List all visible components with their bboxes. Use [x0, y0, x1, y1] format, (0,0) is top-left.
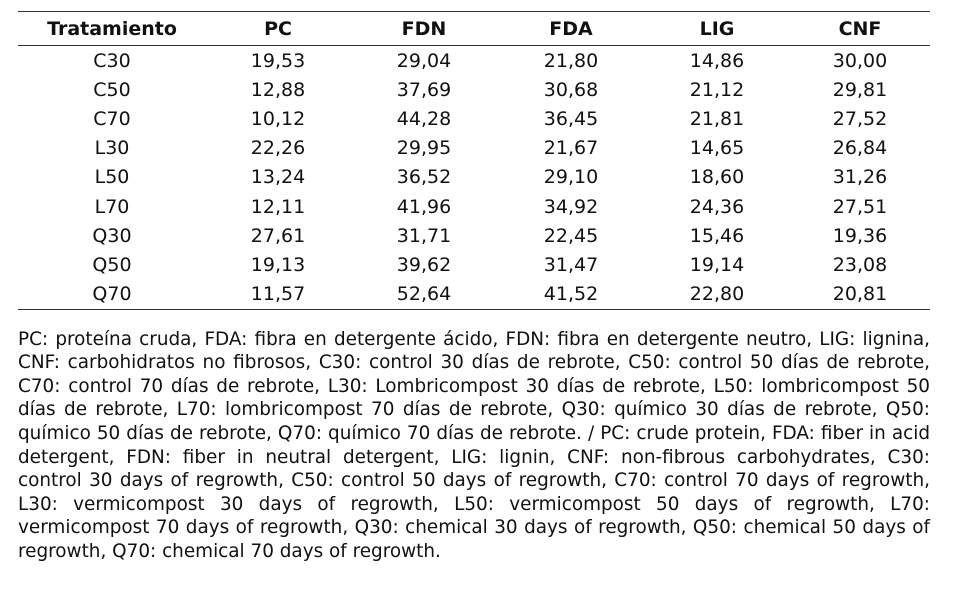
header-lig: LIG	[644, 12, 790, 46]
cell-tratamiento: L30	[94, 137, 130, 160]
document-body	[18, 11, 930, 582]
cell-fda: 34,92	[543, 195, 599, 218]
cell-pc: 27,61	[250, 224, 306, 247]
cell-fda: 21,67	[543, 137, 599, 160]
cell-cnf: 30,00	[832, 49, 888, 72]
cell-cnf: 29,81	[832, 78, 888, 101]
table-row	[18, 221, 930, 250]
cell-fda: 31,47	[543, 253, 599, 276]
cell-pc: 22,26	[250, 137, 306, 160]
cell-cnf: 23,08	[832, 253, 888, 276]
cell-tratamiento: C50	[93, 78, 131, 101]
table-row	[18, 192, 930, 221]
cell-lig: 14,65	[689, 137, 745, 160]
cell-cnf: 27,51	[832, 195, 888, 218]
cell-fdn: 29,04	[396, 49, 452, 72]
cell-fda: 36,45	[543, 107, 599, 130]
cell-pc: 13,24	[250, 166, 306, 189]
cell-tratamiento: Q70	[18, 280, 206, 310]
cell-pc: 12,11	[250, 195, 306, 218]
cell-tratamiento: Q50	[92, 253, 132, 276]
table-row	[18, 134, 930, 163]
table-row	[18, 250, 930, 279]
header-fdn: FDN	[350, 12, 498, 46]
table-header	[18, 12, 930, 46]
composition-table	[18, 11, 930, 310]
cell-fda: 22,45	[543, 224, 599, 247]
header-cnf: CNF	[790, 12, 930, 46]
cell-fdn: 31,71	[396, 224, 452, 247]
cell-fdn: 37,69	[396, 78, 452, 101]
cell-tratamiento: Q30	[92, 224, 132, 247]
cell-fda: 30,68	[543, 78, 599, 101]
cell-tratamiento: C30	[93, 49, 131, 72]
cell-tratamiento: L70	[94, 195, 130, 218]
cell-pc: 12,88	[250, 78, 306, 101]
cell-lig: 19,14	[689, 253, 745, 276]
cell-lig: 21,12	[689, 78, 745, 101]
cell-cnf: 19,36	[832, 224, 888, 247]
cell-pc: 10,12	[250, 107, 306, 130]
cell-tratamiento: L50	[94, 166, 130, 189]
cell-fda: 41,52	[498, 280, 644, 310]
cell-fda: 29,10	[543, 166, 599, 189]
header-fda: FDA	[498, 12, 644, 46]
cell-lig: 15,46	[689, 224, 745, 247]
cell-pc: 11,57	[206, 280, 350, 310]
table-row	[18, 104, 930, 133]
cell-cnf: 26,84	[832, 137, 888, 160]
cell-lig: 21,81	[689, 107, 745, 130]
cell-cnf: 31,26	[832, 166, 888, 189]
cell-fdn: 41,96	[396, 195, 452, 218]
cell-fdn: 36,52	[396, 166, 452, 189]
cell-fdn: 44,28	[396, 107, 452, 130]
cell-fda: 21,80	[543, 49, 599, 72]
cell-lig: 18,60	[689, 166, 745, 189]
cell-cnf: 20,81	[790, 280, 930, 310]
cell-fdn: 29,95	[396, 137, 452, 160]
header-pc: PC	[206, 12, 350, 46]
table-row	[18, 46, 930, 76]
cell-lig: 24,36	[689, 195, 745, 218]
header-row	[18, 12, 930, 46]
table-footnote: PC: proteína cruda, FDA: fibra en detergente ácido, FDN: fibra en detergente neutro, LIG: lignina, CNF: carbohidratos no fibrosos, C30: control 30 días de rebrote, C50: control 50 días de rebrote, C70: control 70 días de rebrote, L30: Lombricompost 30 días de rebrote, L50: lombricompost 50 días de rebrote, L70: lombricompost 70 días de rebrote, Q30: químico 30 días de rebrote, Q50: químico 50 días de rebrote, Q70: químico 70 días de rebrote. / PC: crude protein, FDA: fiber in acid detergent, FDN: fiber in neutral detergent, LIG: lignin, CNF: non-fibrous carbohydrates, C30: control 30 days of regrowth, C50: control 50 days of regrowth, C70: control 70 days of regrowth, L30: vermicompost 30 days of regrowth, L50: vermicompost 50 days of regrowth, L70: vermicompost 70 days of regrowth, Q30: chemical 30 days of regrowth, Q50: chemical 50 days of regrowth, Q70: chemical 70 days of regrowth.	[18, 328, 930, 563]
cell-pc: 19,13	[250, 253, 306, 276]
cell-fdn: 39,62	[396, 253, 452, 276]
table-body	[18, 46, 930, 310]
cell-lig: 14,86	[689, 49, 745, 72]
table-row	[18, 163, 930, 192]
cell-lig: 22,80	[644, 280, 790, 310]
cell-tratamiento: C70	[93, 107, 131, 130]
cell-pc: 19,53	[250, 49, 306, 72]
table-row	[18, 75, 930, 104]
cell-fdn: 52,64	[350, 280, 498, 310]
table-row	[18, 280, 930, 310]
header-tratamiento: Tratamiento	[18, 12, 206, 46]
cell-cnf: 27,52	[832, 107, 888, 130]
